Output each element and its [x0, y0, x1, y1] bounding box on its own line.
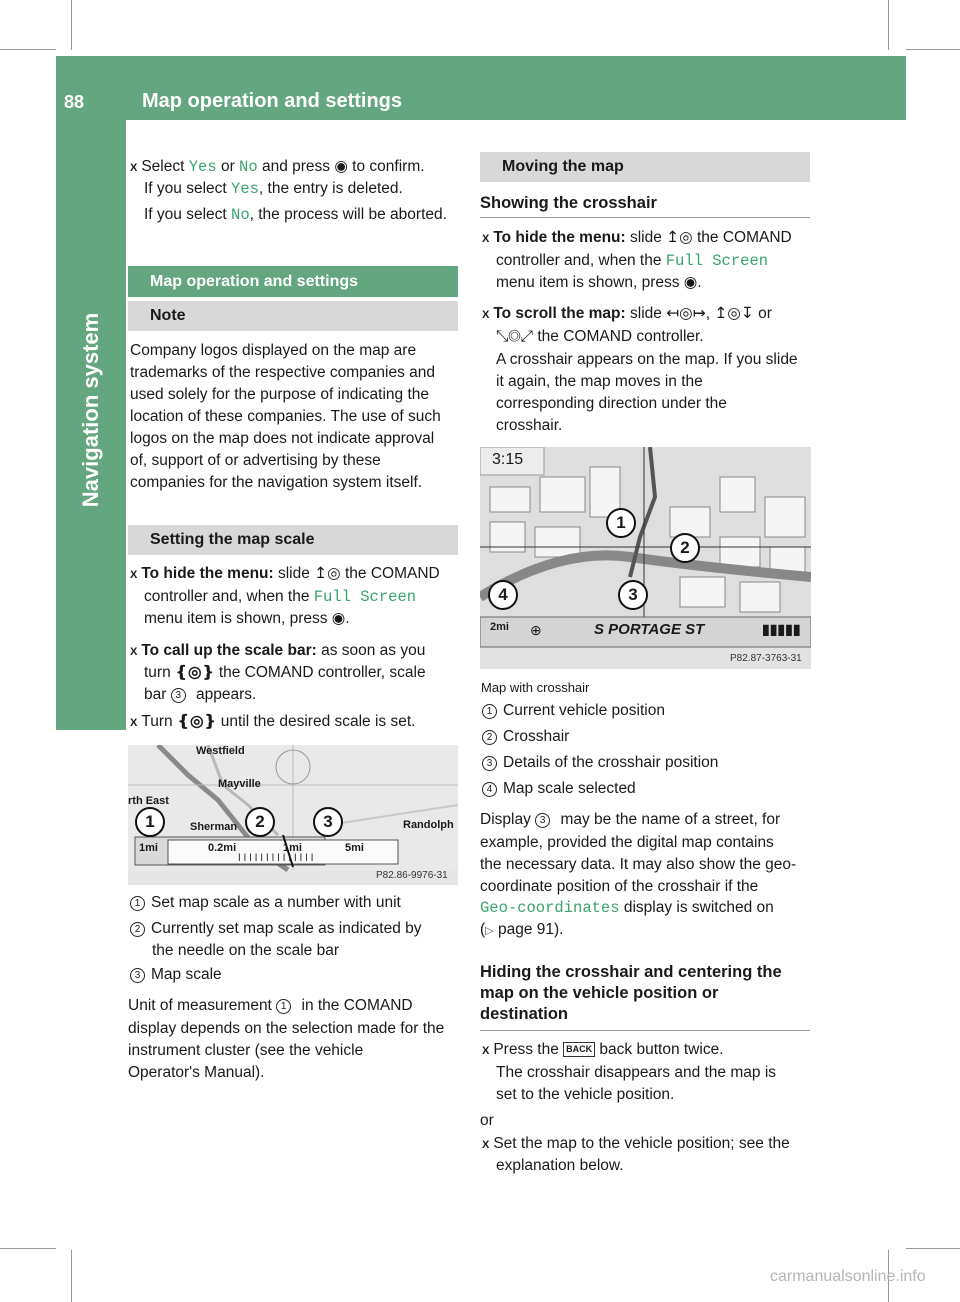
set-map-line: explanation below. — [496, 1157, 624, 1174]
legend-item: 4 Map scale selected — [482, 778, 636, 800]
figure-code: P82.87-3763-31 — [730, 653, 802, 664]
section-title-map-operation: Map operation and settings — [128, 266, 458, 297]
callout-1: 1 — [135, 807, 165, 837]
slide-up-icon: ↥◎ — [314, 565, 341, 582]
step-set-map: X Set the map to the vehicle position; see the — [482, 1135, 790, 1152]
scale-tick: 1mi — [283, 842, 302, 854]
note-line: used solely for the purpose of indicating the — [130, 386, 429, 403]
step-press-back: X Press the BACK back button twice. — [482, 1041, 724, 1058]
slide-diagonal-icon: ⤡◎⤢ — [496, 328, 534, 345]
or-text: or — [480, 1112, 494, 1129]
step-scroll-map-line2: ⤡◎⤢ the COMAND controller. — [496, 328, 704, 345]
display-line: example, provided the digital map contains — [480, 834, 774, 851]
scale-tick: 5mi — [345, 842, 364, 854]
slide-left-right-icon: ↤◎↦ — [666, 305, 706, 322]
crop-mark — [0, 49, 56, 50]
scale-tick: 0.2mi — [208, 842, 237, 854]
setting-scale-title: Setting the map scale — [128, 525, 458, 555]
back-button-icon: BACK — [563, 1042, 595, 1057]
geo-line: Geo-coordinates display is switched on — [480, 899, 774, 917]
showing-crosshair-title: Showing the crosshair — [480, 194, 657, 212]
display-text: Display 3 may be the name of a street, for — [480, 811, 781, 828]
step-hide-menu-line3: menu item is shown, press ◉. — [496, 274, 702, 291]
compass-icon: ⊕ — [530, 622, 542, 638]
legend-item: 1 Set map scale as a number with unit — [130, 892, 401, 914]
crop-mark — [0, 1248, 56, 1249]
callout-3: 3 — [618, 580, 648, 610]
press-icon: ◉. — [683, 274, 702, 291]
legend-item: 2 Crosshair — [482, 726, 569, 748]
street-name: S PORTAGE ST — [594, 621, 705, 638]
step-hide-menu: X To hide the menu: slide ↥◎ the COMAND — [130, 565, 440, 582]
page-ref: (▷ page 91). — [480, 921, 564, 938]
header-bar — [126, 56, 906, 120]
figure-caption: Map with crosshair — [481, 680, 590, 695]
note-line: location of these companies. The use of such — [130, 408, 441, 425]
crop-mark — [906, 1248, 960, 1249]
page-number: 88 — [64, 92, 85, 112]
note-line: Company logos displayed on the map are — [130, 342, 417, 359]
hiding-crosshair-title: Hiding the crosshair and centering the map on the vehicle position or destination — [480, 963, 782, 1023]
figure-code: P82.86-9976-31 — [376, 870, 448, 881]
callout-2: 2 — [245, 807, 275, 837]
step-scroll-map: X To scroll the map: slide ↤◎↦, ↥◎↧ or — [482, 305, 772, 322]
unit-line: instrument cluster (see the vehicle — [128, 1042, 364, 1059]
signal-icon: ▮▮▮▮▮ — [762, 621, 801, 637]
legend-item: 2 Currently set map scale as indicated by — [130, 918, 422, 940]
unit-text: Unit of measurement 1 in the COMAND — [128, 997, 413, 1014]
map-time: 3:15 — [492, 451, 524, 468]
legend-item-cont: the needle on the scale bar — [152, 942, 339, 959]
unit-line: display depends on the selection made for the — [128, 1020, 445, 1037]
press-icon: ◉. — [331, 610, 350, 627]
note-line: of, support of or advertising by these — [130, 452, 381, 469]
step-scale-bar-line2: turn ❴◎❵ the COMAND controller, scale — [144, 664, 426, 681]
divider — [480, 1030, 810, 1031]
scale-map-graphic — [128, 745, 458, 885]
press-icon: ◉ — [334, 158, 348, 175]
scroll-line: it again, the map moves in the — [496, 373, 703, 390]
legend-item: 3 Details of the crosshair position — [482, 752, 718, 774]
step-select-line2: If you select Yes, the entry is deleted. — [144, 180, 403, 198]
turn-icon: ❴◎❵ — [176, 713, 217, 730]
callout-4: 4 — [488, 580, 518, 610]
divider — [480, 217, 810, 218]
scale-label: 1mi — [139, 842, 158, 854]
display-line: the necessary data. It may also show the geo- — [480, 856, 797, 873]
step-turn: X Turn ❴◎❵ until the desired scale is set. — [130, 713, 416, 730]
callout-2: 2 — [670, 533, 700, 563]
back-line: The crosshair disappears and the map is — [496, 1064, 777, 1081]
slide-up-down-icon: ↥◎↧ — [714, 305, 754, 322]
display-line: coordinate position of the crosshair if the — [480, 878, 759, 895]
scroll-line: corresponding direction under the — [496, 395, 727, 412]
map-place: Westfield — [196, 745, 245, 757]
map-place: Randolph — [403, 819, 454, 831]
slide-up-icon: ↥◎ — [666, 229, 693, 246]
header-title: Map operation and settings — [142, 90, 403, 112]
map-place: rth East — [128, 795, 169, 807]
side-tab — [56, 120, 126, 740]
step-select-line3: If you select No, the process will be aborted. — [144, 206, 447, 224]
step-hide-menu-line3: menu item is shown, press ◉. — [144, 610, 350, 627]
map-scale-label: 2mi — [490, 621, 509, 633]
step-scale-bar: X To call up the scale bar: as soon as you — [130, 642, 426, 659]
crop-mark — [71, 1250, 72, 1302]
turn-icon: ❴◎❵ — [175, 664, 215, 681]
unit-line: Operator's Manual). — [128, 1064, 265, 1081]
scroll-line: A crosshair appears on the map. If you slide — [496, 351, 798, 368]
note-line: companies for the navigation system itself. — [130, 474, 423, 491]
legend-item: 1 Current vehicle position — [482, 700, 665, 722]
callout-1: 1 — [606, 508, 636, 538]
scroll-line: crosshair. — [496, 417, 563, 434]
step-select: X Select Yes or No and press ◉ to confirm. — [130, 158, 425, 176]
map-place: Sherman — [190, 821, 238, 833]
crop-mark — [906, 49, 960, 50]
step-hide-menu: X To hide the menu: slide ↥◎ the COMAND — [482, 229, 792, 246]
note-title: Note — [128, 301, 458, 331]
back-line: set to the vehicle position. — [496, 1086, 675, 1103]
scale-map-figure — [128, 745, 458, 885]
note-line: logos on the map does not indicate approval — [130, 430, 435, 447]
side-tab-label: Navigation system — [78, 312, 103, 508]
step-hide-menu-line2: controller and, when the Full Screen — [496, 252, 769, 270]
map-place: Mayville — [218, 778, 261, 790]
crop-mark — [71, 0, 72, 50]
step-hide-menu-line2: controller and, when the Full Screen — [144, 588, 417, 606]
crop-mark — [888, 0, 889, 50]
footer-watermark: carmanualsonline.info — [770, 1268, 926, 1285]
crosshair-map-figure — [480, 447, 811, 669]
moving-map-title: Moving the map — [480, 152, 810, 182]
step-scale-bar-line3: bar 3 appears. — [144, 686, 257, 703]
callout-3: 3 — [313, 807, 343, 837]
note-line: trademarks of the respective companies and — [130, 364, 435, 381]
scale-ticks-graphic: ǀǀǀǀǀǀǀǀǀǀǀǀǀǀ — [238, 853, 317, 864]
page-number-box — [56, 56, 126, 120]
legend-item: 3 Map scale — [130, 964, 222, 986]
